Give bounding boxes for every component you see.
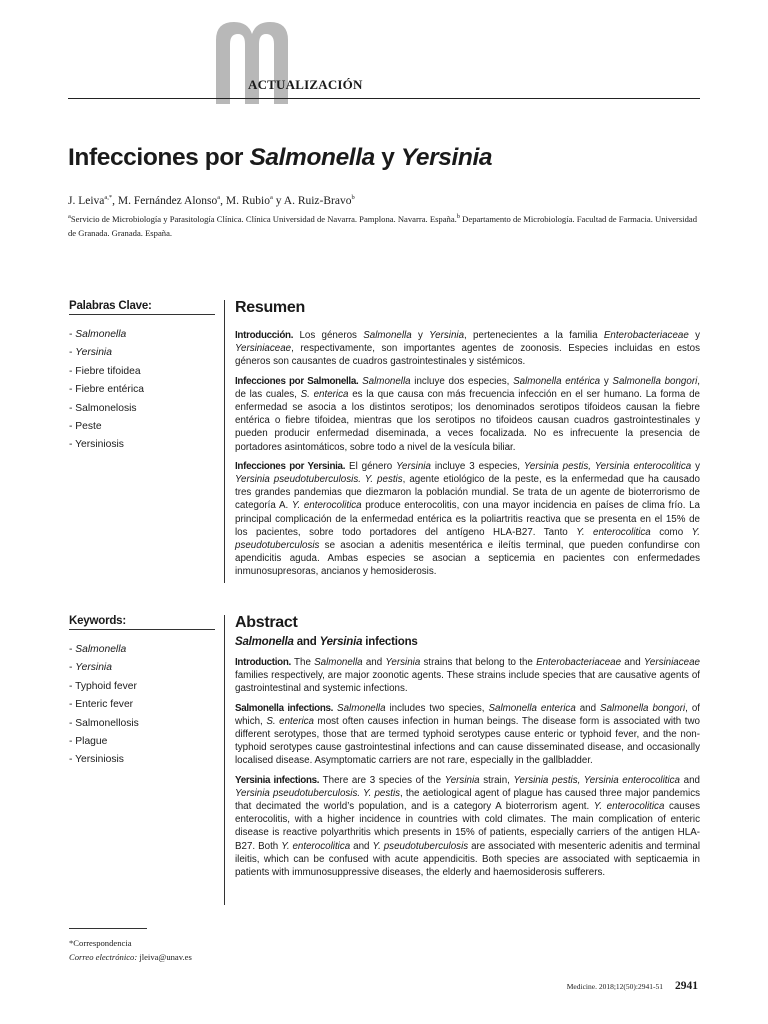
resumen-body xyxy=(235,329,700,579)
keyword-item: - Fiebre tifoidea xyxy=(69,365,141,377)
abstract-heading: Abstract xyxy=(235,614,298,631)
keywords-es-list xyxy=(69,326,214,455)
keyword-item: - Yersinia xyxy=(69,662,112,674)
column-divider xyxy=(224,615,225,905)
page-footer xyxy=(567,976,698,994)
body-paragraph: Yersinia infections. There are 3 species of the Yersinia strain, Yersinia pestis, Yersinia enterocolitica and Yersinia pseudotuberculosis. Y. pestis, the aetiological agent of plague has caused three major pandemics that decimated the world’s population, and is a category A bioterrorism agent. Y. enterocolitica causes enterocolitis, with a higher incidence in countries with cold climates. The main complication of enteric disease is reactive polyarthritis which presents in 15% of patients, especially carriers of the antigen HLA-B27. Both Y. enterocolitica and Y. pseudotuberculosis are associated with mesenteric adenitis and terminal ileitis, which can be confused with acute appendicitis. Both species are associated with septicaemia in patients with immunosuppressive diseases, the elderly and haemosiderosis sufferers. xyxy=(235,774,700,879)
affiliations: $^a$Servicio de Microbiología y Parasitología Clínica. Clínica Universidad de Navarra. Pamplona. Navarra. España.$^b$ Departamento de Microbiología. Facultad de Farmacia. Universidad de Granada. Granada. España. xyxy=(68,213,697,238)
author-name: M. Fernández Alonso xyxy=(117,194,218,207)
page-number: 2941 xyxy=(675,980,698,992)
journal-citation: Medicine. 2018;12(50):2941-51 xyxy=(566,982,663,991)
email-link[interactable]: jleiva@unav.es xyxy=(137,951,192,962)
body-paragraph: Introduction. The Salmonella and Yersinia strains that belong to the Enterobacteriaceae and Yersiniaceae families respectively, are major zoonotic agents. These strains include species that are causative agents of gastrointestinal and systemic infections. xyxy=(235,657,700,695)
keyword-item: - Peste xyxy=(69,421,102,433)
article-title: Infecciones por Salmonella y Yersinia xyxy=(68,144,493,171)
keyword-item: - Salmonella xyxy=(69,329,127,340)
keywords-es xyxy=(69,300,214,455)
body-paragraph: Salmonella infections. Salmonella includes two species, Salmonella enterica and Salmonella bongori, of which, S. enterica most often causes infection in human beings. The disease form is associated with two different serotypes, those that are termed typhoid serotypes cause enteric or typhoid fever, and the non-typhoid serotypes cause gastrointestinal infections and can cause disseminated disease, and occasionally localised disease. Asymptomatic carriers are not rare, especially in the gallbladder. xyxy=(235,702,700,767)
resumen-heading: Resumen xyxy=(235,299,305,316)
keyword-item: - Yersiniosis xyxy=(69,754,124,766)
correspondence-label: *Correspondencia xyxy=(69,938,132,948)
keywords-es-heading: Palabras Clave: xyxy=(69,300,152,312)
abstract-section xyxy=(235,614,700,879)
keywords-en-heading: Keywords: xyxy=(69,615,126,627)
keyword-item: - Salmonella xyxy=(69,644,127,655)
header-rule xyxy=(68,98,700,99)
author-name: A. Ruiz-Bravo xyxy=(283,194,352,207)
keyword-item: - Yersiniosis xyxy=(69,439,124,451)
keyword-item: - Salmonelosis xyxy=(69,402,137,414)
keywords-en xyxy=(69,615,214,770)
abstract-subtitle: Salmonella and Yersinia infections xyxy=(235,636,418,648)
footnote xyxy=(69,937,192,964)
resumen-section xyxy=(235,299,700,579)
column-divider xyxy=(224,300,225,583)
email-label: Correo electrónico: xyxy=(69,951,138,962)
keywords-es-rule xyxy=(69,314,215,315)
keywords-en-list xyxy=(69,641,214,770)
author-name: M. Rubio xyxy=(225,194,270,207)
section-tag: ACTUALIZACIÓN xyxy=(248,77,363,92)
keyword-item: - Enteric fever xyxy=(69,699,134,711)
body-paragraph: Infecciones por Salmonella. Salmonella incluye dos especies, Salmonella entérica y Salmonella bongori, de las cuales, S. enterica es la que causa con más frecuencia infección en el ser humano. La forma de enfermedad se asocia a los distintos serotipos; los denominados serotipos tifoideos causan la fiebre entérica o fiebre tifoidea, mientras que los serotipos no tifoideos causan cuadros gastrointestinales y pueden producir enfermedad diseminada, a veces focalizada. No es infrecuente la presencia de portadores asintomáticos, sobre todo a nivel de la vesícula biliar. xyxy=(235,375,701,453)
author-name: J. Leiva xyxy=(68,194,105,207)
keywords-en-rule xyxy=(69,629,215,630)
footnote-rule xyxy=(69,928,147,929)
keyword-item: - Salmonellosis xyxy=(69,717,139,729)
body-paragraph: Infecciones por Yersinia. El género Yersinia incluye 3 especies, Yersinia pestis, Yersinia enterocolitica y Yersinia pseudotuberculosis. Y. pestis, agente etiológico de la peste, es la enfermedad que ha causado tres grandes pandemias que diezmaron la población mundial. Se trata de un agente de bioterrorismo de categoría A. Y. enterocolitica produce enterocolitis, con una mayor incidencia en países de clima frío. La principal complicación de la enfermedad entérica es la poliartritis reactiva que se presenta en el 15% de los pacientes, sobre todo portadores del antígeno HLA-B27. Tanto Y. enterocolitica como Y. pseudotuberculosis se asocian a adenitis mesentérica e ileítis terminal, que pueden confundirse con apendicitis aguda. Ambas especies se asocian a septicemia en pacientes con enfermedades inmunosupresoras, ancianos y hemosiderosis. xyxy=(235,460,700,578)
abstract-body xyxy=(235,656,700,879)
keyword-item: - Fiebre entérica xyxy=(69,384,144,396)
keyword-item: - Yersinia xyxy=(69,347,112,359)
keyword-item: - Typhoid fever xyxy=(69,680,137,692)
keyword-item: - Plague xyxy=(69,736,108,748)
author-list: J. Leiva$^{a,*}$, M. Fernández Alonso$^a$, M. Rubio$^a$ y A. Ruiz-Bravo$^b$ xyxy=(68,194,355,207)
body-paragraph: Introducción. Los géneros Salmonella y Yersinia, pertenecientes a la familia Enterobacteriaceae y Yersiniaceae, respectivamente, son importantes agentes de zoonosis. Especies incluidas en estos géneros son causantes de cuadros gastrointestinales y sistémicos. xyxy=(235,330,700,368)
